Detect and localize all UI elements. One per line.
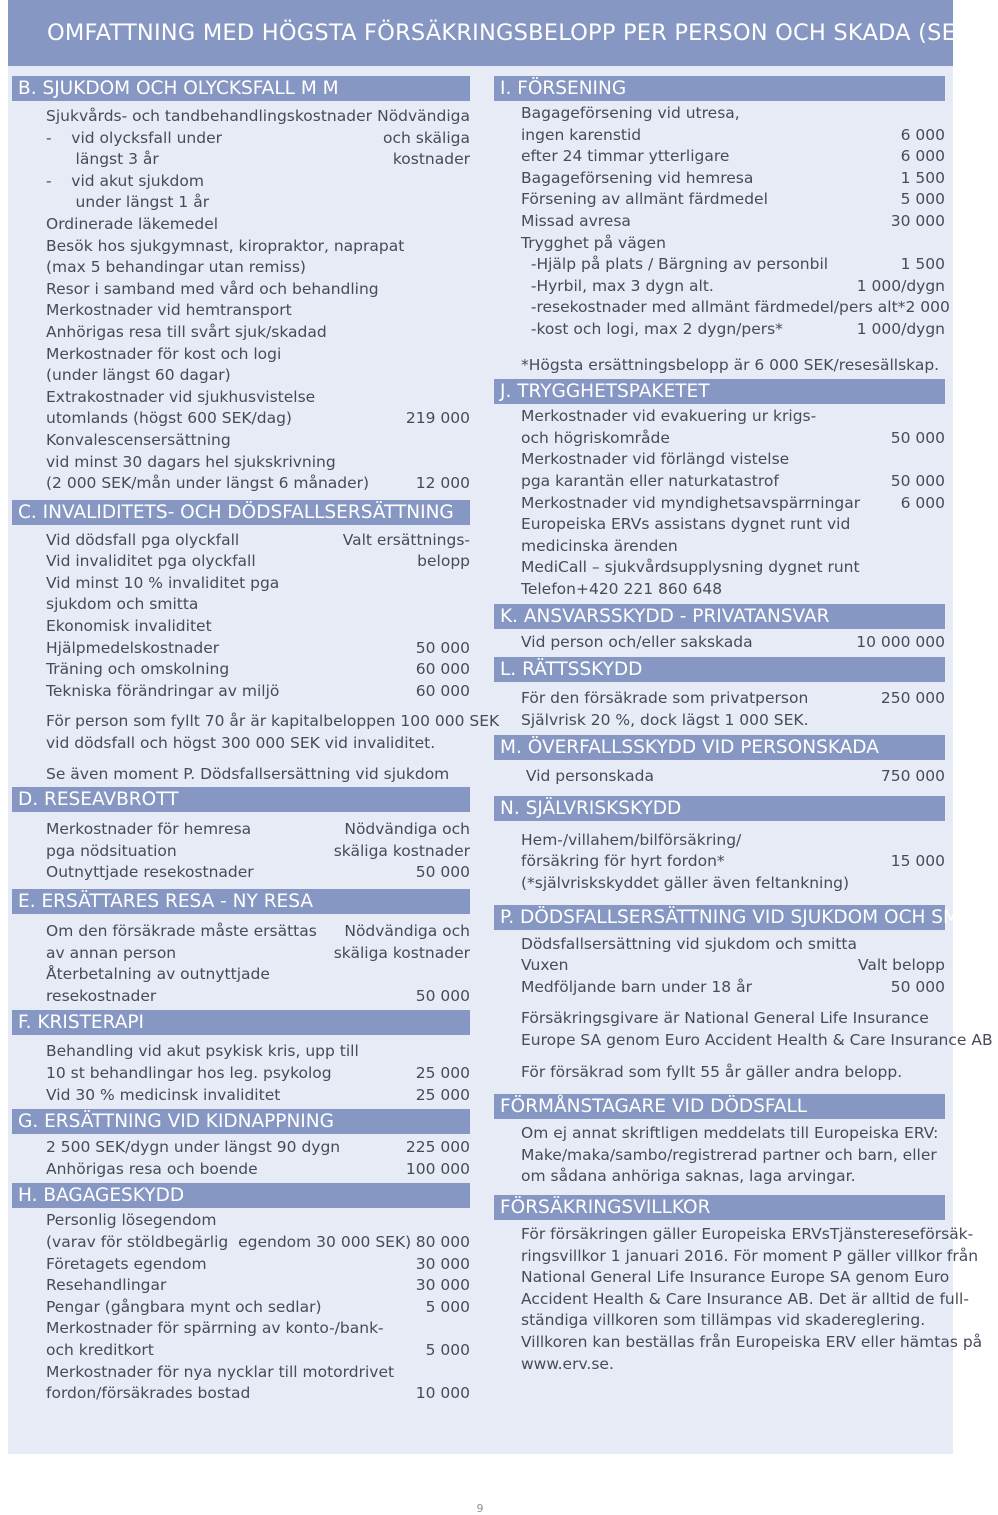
- coverage-row: [12, 921, 470, 943]
- section-c-heading: C. INVALIDITETS- OCH DÖDSFALLSERSÄTTNING: [12, 500, 470, 525]
- left-column: [12, 76, 500, 1405]
- coverage-amount: 1 000/dygn: [856, 276, 945, 295]
- coverage-label: efter 24 timmar ytterligare: [521, 147, 730, 166]
- coverage-amount: 2 000: [905, 298, 950, 317]
- coverage-label: pga nödsituation: [46, 841, 177, 860]
- coverage-row: [494, 579, 945, 601]
- section-e-heading: E. ERSÄTTARES RESA - NY RESA: [12, 889, 470, 914]
- coverage-amount: 50 000: [415, 638, 470, 657]
- coverage-amount: 50 000: [890, 428, 945, 447]
- section-j-rows: [494, 406, 945, 600]
- coverage-label: -resekostnader med allmänt färdmedel/pers alt*: [521, 298, 906, 317]
- coverage-label: Återbetalning av outnyttjade: [46, 965, 270, 984]
- coverage-label: Vid invaliditet pga olyckfall: [46, 552, 256, 571]
- coverage-row: [12, 1210, 470, 1232]
- coverage-amount: och skäliga: [383, 128, 470, 147]
- section-c-see-also: Se även moment P. Dödsfallsersättning vid sjukdom: [46, 764, 450, 783]
- coverage-label: Resor i samband med vård och behandling: [46, 279, 379, 298]
- coverage-label: Trygghet på vägen: [521, 233, 666, 252]
- coverage-amount: 10 000 000: [856, 633, 945, 652]
- coverage-row: [12, 862, 470, 884]
- section-g-heading: G. ERSÄTTNING VID KIDNAPPNING: [12, 1109, 470, 1134]
- coverage-row: [12, 1041, 470, 1063]
- coverage-label: Extrakostnader vid sjukhusvistelse: [46, 387, 316, 406]
- coverage-amount: 50 000: [415, 863, 470, 882]
- coverage-row: [494, 830, 945, 852]
- coverage-row: [494, 955, 945, 977]
- coverage-label: Träning och omskolning: [46, 660, 230, 679]
- coverage-row: [494, 557, 945, 579]
- coverage-amount: 100 000: [405, 1159, 470, 1178]
- coverage-label: Ekonomisk invaliditet: [46, 617, 212, 636]
- coverage-label: Merkostnader för nya nycklar till motordrivet: [46, 1362, 395, 1381]
- section-i-heading: I. FÖRSENING: [494, 76, 945, 101]
- coverage-label: längst 3 år: [46, 150, 159, 169]
- section-p-heading: P. DÖDSFALLSERSÄTTNING VID SJUKDOM OCH SMITTA: [494, 905, 945, 930]
- coverage-row: [494, 254, 945, 276]
- coverage-label: fordon/försäkrades bostad: [46, 1384, 251, 1403]
- terms-line: För försäkringen gäller Europeiska ERVsTjänstereseförsäk-: [521, 1224, 974, 1243]
- section-j-heading: J. TRYGGHETSPAKETET: [494, 379, 945, 404]
- coverage-label: medicinska ärenden: [521, 536, 678, 555]
- coverage-row: [12, 819, 470, 841]
- coverage-label: ingen karenstid: [521, 125, 642, 144]
- coverage-row: [494, 428, 945, 450]
- coverage-row: [12, 322, 470, 344]
- coverage-row: [12, 1137, 470, 1159]
- coverage-label: Tekniska förändringar av miljö: [46, 681, 280, 700]
- coverage-amount: 250 000: [880, 689, 945, 708]
- insurer-line-1: Försäkringsgivare är National General Life Insurance: [521, 1009, 929, 1028]
- coverage-amount: 1 500: [900, 168, 945, 187]
- coverage-amount: Nödvändiga: [377, 107, 470, 125]
- coverage-row: [12, 473, 470, 495]
- coverage-row: [12, 365, 470, 387]
- section-l-rows: [494, 688, 945, 731]
- terms-heading: FÖRSÄKRINGSVILLKOR: [494, 1195, 945, 1220]
- coverage-row: [494, 276, 945, 298]
- section-m-rows: [494, 766, 945, 788]
- coverage-row: [494, 934, 945, 956]
- coverage-label: Hjälpmedelskostnader: [46, 638, 220, 657]
- coverage-amount: 30 000: [890, 211, 945, 230]
- coverage-label: MediCall – sjukvårdsupplysning dygnet runt: [521, 558, 860, 577]
- coverage-label: vid minst 30 dagars hel sjukskrivning: [46, 452, 336, 471]
- coverage-label: -kost och logi, max 2 dygn/pers*: [521, 319, 783, 338]
- coverage-amount: skäliga kostnader: [333, 943, 470, 962]
- coverage-row: [494, 449, 945, 471]
- coverage-row: [12, 430, 470, 452]
- coverage-amount: 225 000: [405, 1138, 470, 1157]
- coverage-row: [12, 236, 470, 258]
- coverage-row: [494, 710, 945, 732]
- coverage-label: Merkostnader för kost och logi: [46, 344, 282, 363]
- section-p-rows: [494, 934, 945, 999]
- section-b-rows: [12, 106, 470, 495]
- coverage-label: och kreditkort: [46, 1340, 154, 1359]
- coverage-amount: Valt belopp: [857, 956, 945, 975]
- terms-link[interactable]: www.erv.se.: [521, 1354, 614, 1373]
- section-k-rows: [494, 632, 945, 654]
- coverage-row: [12, 300, 470, 322]
- coverage-label: pga karantän eller naturkatastrof: [521, 471, 779, 490]
- coverage-amount: Valt ersättnings-: [342, 530, 470, 549]
- coverage-amount: 12 000: [415, 474, 470, 493]
- coverage-label: Merkostnader vid hemtransport: [46, 301, 292, 320]
- terms-line: Accident Health & Care Insurance AB. Det är alltid de full-: [521, 1289, 969, 1308]
- coverage-row: [12, 1362, 470, 1384]
- coverage-row: [494, 189, 945, 211]
- section-l-heading: L. RÄTTSSKYDD: [494, 657, 945, 682]
- coverage-row: [12, 214, 470, 236]
- coverage-label: försäkring för hyrt fordon*: [521, 852, 725, 871]
- coverage-row: [494, 514, 945, 536]
- section-h-heading: H. BAGAGESKYDD: [12, 1183, 470, 1208]
- coverage-row: [12, 1318, 470, 1340]
- coverage-row: [494, 977, 945, 999]
- coverage-label: Bagageförsening vid utresa,: [521, 104, 740, 122]
- coverage-row: [12, 106, 470, 128]
- coverage-row: [12, 408, 470, 430]
- coverage-row: [12, 1085, 470, 1107]
- content-panel: [8, 0, 998, 1454]
- coverage-label: Merkostnader för hemresa: [46, 820, 252, 839]
- coverage-row: [12, 616, 470, 638]
- coverage-row: [12, 1159, 470, 1181]
- coverage-row: [12, 530, 470, 552]
- coverage-amount: 60 000: [415, 660, 470, 679]
- coverage-row: [12, 257, 470, 279]
- coverage-amount: 5 000: [425, 1297, 470, 1316]
- coverage-row: [12, 594, 470, 616]
- coverage-row: [494, 688, 945, 710]
- coverage-label: 2 500 SEK/dygn under längst 90 dygn: [46, 1138, 341, 1157]
- coverage-amount: 750 000: [880, 767, 945, 786]
- coverage-label: Dödsfallsersättning vid sjukdom och smitta: [521, 934, 857, 953]
- coverage-row: [494, 766, 945, 788]
- coverage-label: av annan person: [46, 943, 177, 962]
- coverage-label: Vid minst 10 % invaliditet pga: [46, 573, 280, 592]
- insurer-line-2: Europe SA genom Euro Accident Health & Care Insurance AB: [521, 1031, 993, 1049]
- coverage-label: Merkostnader vid myndighetsavspärrningar: [521, 493, 861, 512]
- coverage-label: -Hyrbil, max 3 dygn alt.: [521, 276, 714, 295]
- beneficiary-line: om sådana anhöriga saknas, laga arvingar.: [521, 1167, 856, 1186]
- coverage-row: [12, 1297, 470, 1319]
- page-number: 9: [476, 1502, 484, 1515]
- coverage-label: Besök hos sjukgymnast, kiropraktor, naprapat: [46, 236, 405, 255]
- section-k-heading: K. ANSVARSSKYDD - PRIVATANSVAR: [494, 604, 945, 629]
- coverage-row: [494, 851, 945, 873]
- coverage-row: [494, 873, 945, 895]
- coverage-amount: Nödvändiga och: [344, 820, 470, 839]
- coverage-label: -Hjälp på plats / Bärgning av personbil: [521, 255, 829, 274]
- coverage-row: [494, 632, 945, 654]
- coverage-row: [494, 168, 945, 190]
- section-d-rows: [12, 819, 470, 884]
- beneficiary-heading: FÖRMÅNSTAGARE VID DÖDSFALL: [494, 1094, 945, 1119]
- coverage-row: [494, 319, 945, 341]
- coverage-amount: 6 000: [900, 125, 945, 144]
- coverage-label: För den försäkrade som privatperson: [521, 689, 809, 708]
- terms-line: National General Life Insurance Europe SA genom Euro: [521, 1268, 950, 1287]
- coverage-row: [494, 233, 945, 255]
- coverage-amount: 1 500: [900, 255, 945, 274]
- coverage-amount: 219 000: [405, 409, 470, 428]
- coverage-label: Självrisk 20 %, dock lägst 1 000 SEK.: [521, 710, 809, 729]
- terms-line: Villkoren kan beställas från Europeiska ERV eller hämtas på: [521, 1332, 983, 1351]
- coverage-amount: 10 000: [415, 1384, 470, 1403]
- coverage-label: Merkostnader för spärrning av konto-/bank-: [46, 1319, 384, 1338]
- coverage-label: Konvalescensersättning: [46, 430, 231, 449]
- beneficiary-line: Make/maka/sambo/registrerad partner och barn, eller: [521, 1145, 937, 1164]
- coverage-amount: 50 000: [890, 977, 945, 996]
- section-c-rows: [12, 530, 470, 703]
- coverage-amount: 50 000: [415, 986, 470, 1005]
- coverage-row: [494, 103, 945, 125]
- coverage-row: [12, 452, 470, 474]
- coverage-label: - vid olycksfall under: [46, 128, 222, 147]
- coverage-label: resekostnader: [46, 986, 157, 1005]
- terms-line: ständiga villkoren som tillämpas vid skadereglering.: [521, 1311, 926, 1330]
- coverage-amount: 15 000: [890, 852, 945, 871]
- coverage-label: Outnyttjade resekostnader: [46, 863, 254, 882]
- coverage-amount: 50 000: [890, 471, 945, 490]
- coverage-label: Behandling vid akut psykisk kris, upp till: [46, 1042, 359, 1061]
- coverage-amount: 5 000: [900, 190, 945, 209]
- coverage-label: Missad avresa: [521, 211, 631, 230]
- coverage-label: Merkostnader vid förlängd vistelse: [521, 450, 790, 469]
- coverage-row: [12, 171, 470, 193]
- coverage-amount: 30 000: [415, 1254, 470, 1273]
- coverage-label: Vid personskada: [521, 767, 655, 786]
- coverage-amount: Nödvändiga och: [344, 922, 470, 940]
- coverage-label: sjukdom och smitta: [46, 595, 199, 614]
- coverage-label: Vuxen: [521, 956, 569, 975]
- coverage-label: Medföljande barn under 18 år: [521, 977, 752, 996]
- coverage-amount: 30 000: [415, 1276, 470, 1295]
- coverage-row: [12, 1254, 470, 1276]
- section-g-rows: [12, 1137, 470, 1180]
- coverage-row: [494, 536, 945, 558]
- coverage-label: Vid dödsfall pga olyckfall: [46, 530, 240, 549]
- section-c-note-1: För person som fyllt 70 år är kapitalbeloppen 100 000 SEK: [46, 712, 500, 731]
- section-f-rows: [12, 1041, 470, 1106]
- coverage-row: [494, 146, 945, 168]
- coverage-row: [12, 681, 470, 703]
- coverage-label: Anhörigas resa till svårt sjuk/skadad: [46, 322, 327, 341]
- coverage-label: Vid 30 % medicinsk invaliditet: [46, 1085, 281, 1104]
- coverage-label: Vid person och/eller sakskada: [521, 633, 753, 652]
- coverage-label: Om den försäkrade måste ersättas: [46, 922, 317, 940]
- section-i-rows: [494, 103, 950, 341]
- coverage-row: [12, 964, 470, 986]
- coverage-row: [12, 986, 470, 1008]
- coverage-row: [12, 573, 470, 595]
- coverage-row: [494, 493, 945, 515]
- section-i-note: *Högsta ersättningsbelopp är 6 000 SEK/resesällskap.: [521, 355, 940, 374]
- coverage-row: [12, 192, 470, 214]
- coverage-label: (max 5 behandingar utan remiss): [46, 258, 306, 277]
- coverage-label: Europeiska ERVs assistans dygnet runt vid: [521, 515, 851, 534]
- coverage-row: [12, 128, 470, 150]
- coverage-label: (2 000 SEK/mån under längst 6 månader): [46, 474, 370, 493]
- coverage-row: [12, 659, 470, 681]
- coverage-label: Anhörigas resa och boende: [46, 1159, 258, 1178]
- coverage-row: [12, 638, 470, 660]
- section-n-heading: N. SJÄLVRISKSKYDD: [494, 796, 945, 821]
- coverage-label: Ordinerade läkemedel: [46, 214, 219, 233]
- coverage-row: [12, 1383, 470, 1405]
- coverage-label: (under längst 60 dagar): [46, 366, 231, 385]
- coverage-amount: belopp: [417, 552, 470, 571]
- coverage-label: Telefon+420 221 860 648: [521, 579, 723, 598]
- beneficiary-line: Om ej annat skriftligen meddelats till Europeiska ERV:: [521, 1124, 939, 1143]
- coverage-amount: 25 000: [415, 1063, 470, 1082]
- coverage-amount: 80 000: [415, 1232, 470, 1251]
- coverage-amount: 6 000: [900, 147, 945, 166]
- coverage-label: - vid akut sjukdom: [46, 171, 204, 190]
- section-n-rows: [494, 830, 945, 895]
- coverage-row: [12, 1275, 470, 1297]
- coverage-label: Bagageförsening vid hemresa: [521, 168, 754, 187]
- coverage-row: [12, 1340, 470, 1362]
- coverage-row: [494, 471, 945, 493]
- coverage-label: 10 st behandlingar hos leg. psykolog: [46, 1063, 332, 1082]
- section-c-note-2: vid dödsfall och högst 300 000 SEK vid invaliditet.: [46, 734, 436, 753]
- coverage-amount: 6 000: [900, 493, 945, 512]
- right-column: [494, 76, 998, 1375]
- coverage-label: Personlig lösegendom: [46, 1211, 217, 1230]
- coverage-row: [12, 149, 470, 171]
- section-h-rows: [12, 1210, 470, 1404]
- coverage-amount: 60 000: [415, 681, 470, 700]
- terms-line: ringsvillkor 1 januari 2016. För moment P gäller villkor från: [521, 1246, 979, 1265]
- coverage-row: [12, 1063, 470, 1085]
- coverage-label: Merkostnader vid evakuering ur krigs-: [521, 407, 817, 426]
- coverage-row: [12, 841, 470, 863]
- coverage-label: (*självriskskyddet gäller även feltankning): [521, 874, 850, 893]
- coverage-label: Sjukvårds- och tandbehandlingskostnader: [46, 107, 372, 125]
- coverage-label: Hem-/villahem/bilförsäkring/: [521, 830, 742, 849]
- coverage-row: [494, 125, 945, 147]
- coverage-label: Företagets egendom: [46, 1254, 207, 1273]
- coverage-row: [12, 1232, 470, 1254]
- coverage-label: och högriskområde: [521, 428, 670, 447]
- section-d-heading: D. RESEAVBROTT: [12, 787, 470, 812]
- coverage-row: [12, 943, 470, 965]
- coverage-row: [12, 344, 470, 366]
- coverage-amount: 1 000/dygn: [856, 319, 945, 338]
- coverage-amount: skäliga kostnader: [333, 841, 470, 860]
- coverage-label: under längst 1 år: [46, 193, 210, 212]
- coverage-amount: kostnader: [392, 150, 470, 169]
- section-m-heading: M. ÖVERFALLSSKYDD VID PERSONSKADA: [494, 735, 945, 760]
- coverage-label: Resehandlingar: [46, 1276, 167, 1295]
- coverage-row: [494, 211, 945, 233]
- coverage-row: [12, 551, 470, 573]
- page-title: OMFATTNING MED HÖGSTA FÖRSÄKRINGSBELOPP PER PERSON OCH SKADA (SEK): [8, 0, 953, 66]
- coverage-amount: 5 000: [425, 1340, 470, 1359]
- age-note: För försäkrad som fyllt 55 år gäller andra belopp.: [521, 1062, 903, 1081]
- coverage-label: (varav för stöldbegärlig egendom 30 000 SEK): [46, 1232, 412, 1251]
- coverage-row: [494, 297, 950, 319]
- section-f-heading: F. KRISTERAPI: [12, 1010, 470, 1035]
- coverage-row: [494, 406, 945, 428]
- coverage-amount: 25 000: [415, 1085, 470, 1104]
- section-b-heading: B. SJUKDOM OCH OLYCKSFALL M M: [12, 76, 470, 101]
- coverage-row: [12, 279, 470, 301]
- coverage-label: Försening av allmänt färdmedel: [521, 190, 768, 209]
- section-e-rows: [12, 921, 470, 1007]
- coverage-row: [12, 387, 470, 409]
- coverage-label: Pengar (gångbara mynt och sedlar): [46, 1297, 322, 1316]
- coverage-label: utomlands (högst 600 SEK/dag): [46, 409, 292, 428]
